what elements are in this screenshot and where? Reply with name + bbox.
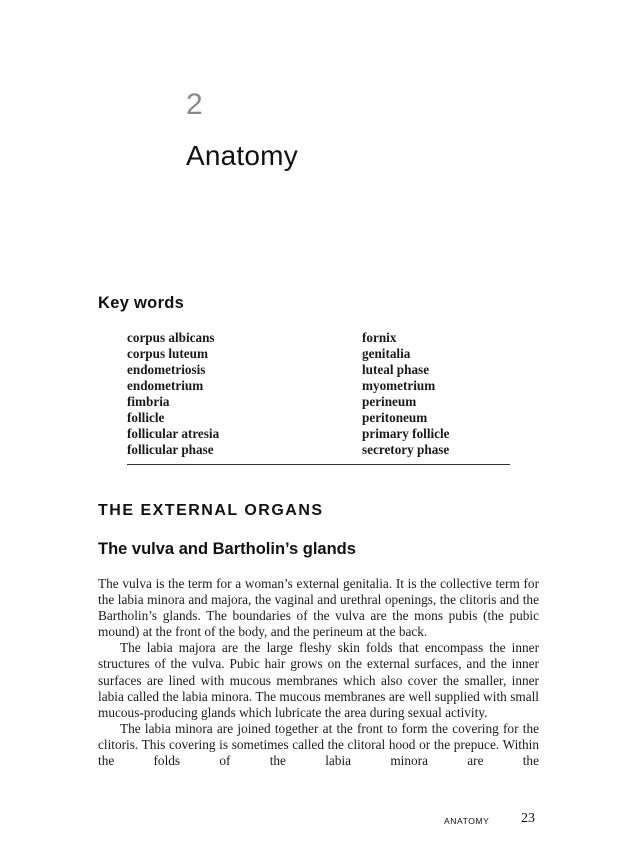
key-word-item: follicular phase bbox=[127, 442, 214, 457]
key-word-item: corpus albicans bbox=[127, 330, 215, 345]
key-word-item: perineum bbox=[362, 394, 417, 409]
section-heading: THE EXTERNAL ORGANS bbox=[98, 502, 324, 519]
key-word-item: secretory phase bbox=[362, 442, 450, 457]
key-word-item: primary follicle bbox=[362, 426, 450, 441]
key-word-item: luteal phase bbox=[362, 362, 430, 377]
key-word-item: endometriosis bbox=[127, 362, 206, 377]
key-words-left-column bbox=[127, 330, 219, 458]
key-words-right-column bbox=[362, 330, 450, 458]
subsection-heading: The vulva and Bartholin’s glands bbox=[98, 540, 356, 558]
key-words-heading: Key words bbox=[98, 294, 185, 312]
body-paragraph: The vulva is the term for a woman’s external genitalia. It is the collective term for the labia minora and majora, the vaginal and urethral openings, the clitoris and the Bartholin’s glands. The boundaries of the vulva are the mons pubis (the pubic mound) at the front of the body, and the perineum at the back. bbox=[98, 576, 539, 640]
chapter-number: 2 bbox=[186, 88, 203, 121]
page-number: 23 bbox=[521, 811, 535, 826]
key-word-item: fimbria bbox=[127, 394, 170, 409]
key-word-item: fornix bbox=[362, 330, 397, 345]
key-word-item: genitalia bbox=[362, 346, 411, 361]
chapter-title: Anatomy bbox=[186, 140, 298, 171]
running-head: ANATOMY bbox=[444, 816, 490, 826]
key-word-item: follicle bbox=[127, 410, 165, 425]
body-paragraph: The labia majora are the large fleshy skin folds that encompass the inner structures of the vulva. Pubic hair grows on the external surfaces, and the inner surfaces are lined with mucous membranes which also cover the smaller, inner labia called the labia minora. The mucous membranes are well supplied with small mucous-producing glands which lubricate the area during sexual activity. bbox=[98, 640, 539, 720]
key-word-item: myometrium bbox=[362, 378, 436, 393]
key-words-divider bbox=[127, 464, 510, 465]
key-word-item: corpus luteum bbox=[127, 346, 208, 361]
key-word-item: peritoneum bbox=[362, 410, 428, 425]
body-text bbox=[98, 576, 539, 769]
key-word-item: endometrium bbox=[127, 378, 204, 393]
body-paragraph: The labia minora are joined together at the front to form the covering for the clitoris. This covering is sometimes called the clitoral hood or the prepuce. Within the folds of the labia minora are the bbox=[98, 720, 539, 769]
key-word-item: follicular atresia bbox=[127, 426, 220, 441]
